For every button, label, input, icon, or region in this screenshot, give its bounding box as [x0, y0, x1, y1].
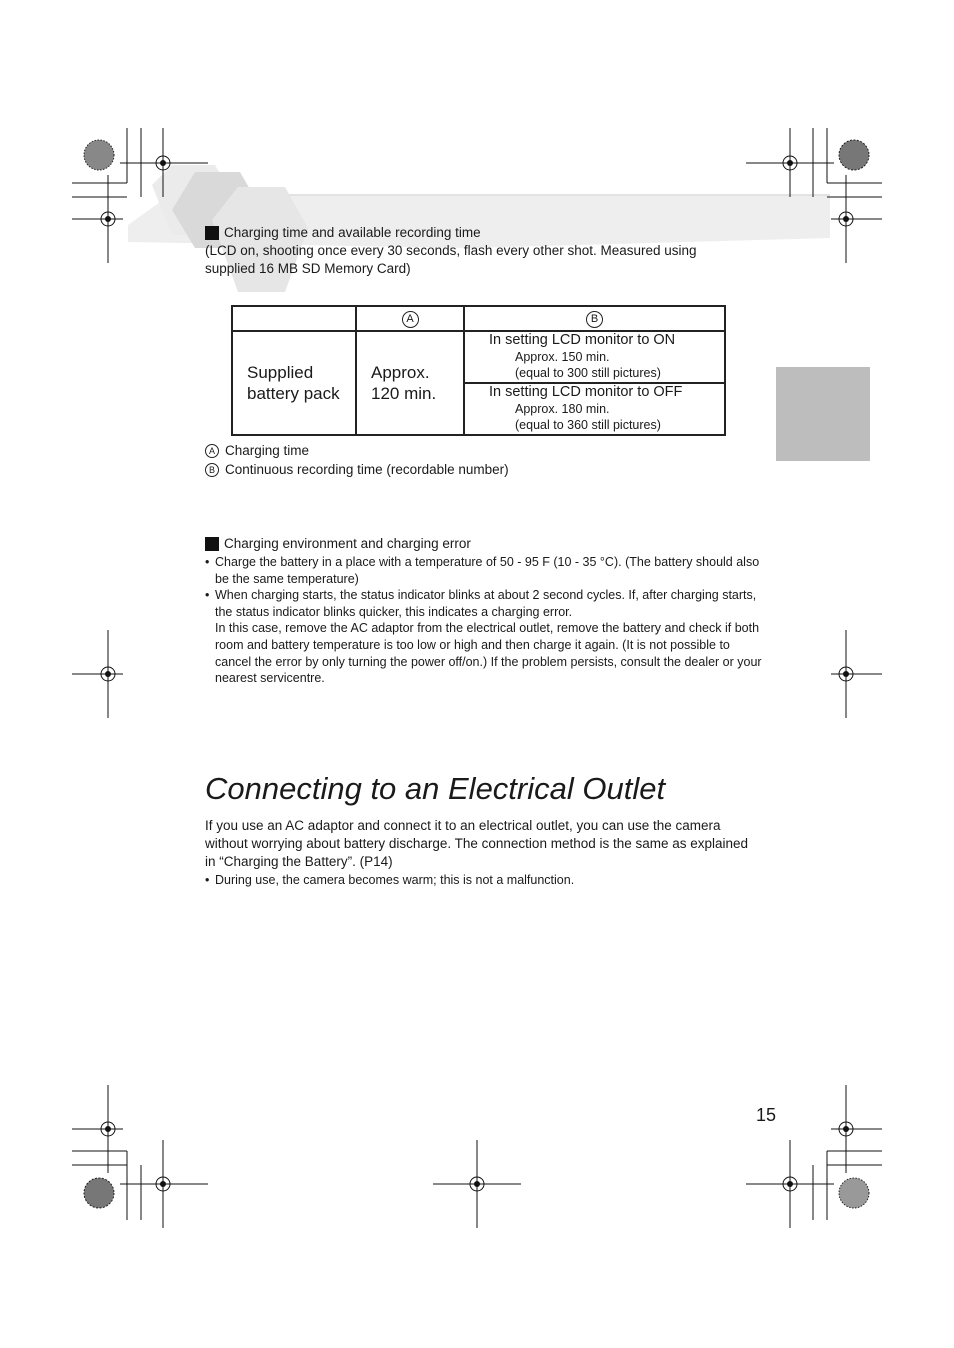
legend-a: [205, 443, 309, 458]
charging-environment-heading: [205, 536, 471, 551]
outlet-body: If you use an AC adaptor and connect it to an electrical outlet, you can use the camera without worrying about battery discharge. The connection method is the same as explained in “Charging the Battery”. (P14): [205, 818, 749, 869]
legend-b: [205, 462, 509, 477]
circle-b-icon: B: [205, 463, 219, 477]
charging-time-heading: [205, 225, 481, 240]
bullet-text: During use, the camera becomes warm; this is not a malfunction.: [215, 873, 575, 887]
circle-a-icon: A: [205, 444, 219, 458]
legend-a-text: Charging time: [225, 443, 310, 458]
table-header-b: [464, 306, 725, 331]
lcd-off-title: In setting LCD monitor to OFF: [489, 384, 683, 400]
lcd-on-title: In setting LCD monitor to ON: [489, 332, 676, 348]
page-number: 15: [756, 1105, 777, 1125]
lcd-off-cell: [464, 383, 725, 435]
bullet-icon: •: [205, 588, 210, 603]
outlet-list: [205, 872, 765, 889]
bullet-text: When charging starts, the status indicator blinks at about 2 second cycles. If, after charging starts, the status indicator blinks quicker, this indicates a charging error.: [215, 588, 757, 619]
lcd-on-pictures: (equal to 300 still pictures): [515, 366, 661, 380]
bullet-text: Charge the battery in a place with a temperature of 50 - 95 F (10 - 35 °C). (The battery should also be the same temperature): [215, 555, 760, 586]
charging-time-title: Charging time and available recording time: [224, 225, 481, 240]
battery-pack-label: Supplied battery pack: [247, 363, 340, 403]
lcd-off-time: Approx. 180 min.: [515, 402, 610, 416]
charging-environment-list: [205, 554, 765, 687]
charging-note: (LCD on, shooting once every 30 seconds, flash every other shot. Measured using supplied 16 MB SD Memory Card): [205, 243, 697, 276]
bullet-icon: •: [205, 555, 210, 569]
bullet-continuation: In this case, remove the AC adaptor from the electrical outlet, remove the battery and check if both room and battery temperature is too low or high and then charge it again. (It is not possible to cancel the error by only turning the power off/on.) If the problem persists, consult the dealer or your nearest servicentre.: [215, 621, 762, 686]
page-title: Connecting to an Electrical Outlet: [205, 771, 666, 806]
table-row-label: [232, 331, 356, 435]
lcd-off-pictures: (equal to 360 still pictures): [515, 418, 661, 432]
charging-spec-table: [231, 305, 726, 436]
list-item: [205, 554, 765, 587]
circle-a-icon: A: [402, 311, 419, 328]
circle-b-icon: B: [586, 311, 603, 328]
charging-time-value: Approx. 120 min.: [371, 363, 437, 403]
list-item: [205, 587, 765, 687]
legend-b-text: Continuous recording time (recordable number): [225, 462, 509, 477]
table-header-a: [356, 306, 464, 331]
list-item: [205, 872, 765, 889]
table-corner-cell: [232, 306, 356, 331]
chapter-side-tab: [776, 367, 870, 461]
square-bullet-icon: [205, 537, 219, 551]
lcd-on-time: Approx. 150 min.: [515, 350, 610, 364]
bullet-icon: •: [205, 873, 210, 887]
lcd-on-cell: [464, 331, 725, 383]
square-bullet-icon: [205, 226, 219, 240]
charging-environment-title: Charging environment and charging error: [224, 536, 471, 551]
table-charging-time: [356, 331, 464, 435]
